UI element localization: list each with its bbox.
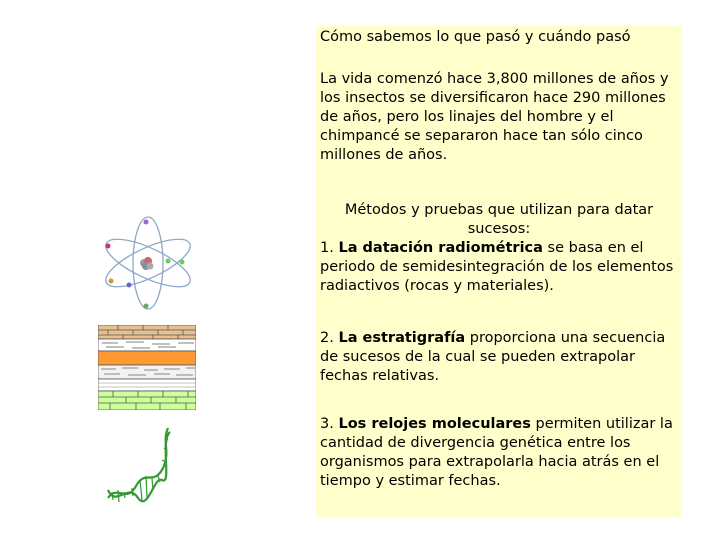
- rock-strata-icon: [98, 325, 196, 410]
- method-1-number: 1.: [320, 240, 339, 256]
- method-1-term: La datación radiométrica: [338, 240, 543, 256]
- methods-section: [320, 201, 678, 296]
- method-3-text: permiten utilizar la cantidad de divergencia genética entre los organismos para extrapolarla hacia atrás en el tiempo y estimar fechas.: [320, 416, 673, 489]
- methods-heading: Métodos y pruebas que utilizan para datar sucesos:: [344, 202, 654, 237]
- method-2: [320, 329, 678, 386]
- method-3: [320, 415, 678, 491]
- method-3-number: 3.: [320, 416, 339, 432]
- method-3-term: Los relojes moleculares: [338, 416, 531, 432]
- method-1-text: se basa en el periodo de semidesintegración de los elementos radiactivos (rocas y materiales).: [320, 240, 674, 294]
- method-2-term: La estratigrafía: [338, 330, 466, 346]
- method-2-number: 2.: [320, 330, 339, 346]
- method-2-text: proporciona una secuencia de sucesos de la cual se pueden extrapolar fechas relativas.: [320, 330, 666, 384]
- method-1: [320, 239, 678, 296]
- dna-helix-icon: [104, 420, 174, 515]
- intro-paragraph: La vida comenzó hace 3,800 millones de años y los insectos se diversificaron hace 290 millones de años, pero los linajes del hombre y el chimpancé se separaron hace tan sólo cinco millones de años.: [320, 71, 669, 163]
- slide-title: Cómo sabemos lo que pasó y cuándo pasó: [320, 29, 631, 45]
- atom-icon: [98, 213, 198, 313]
- content-textbox: [316, 26, 681, 517]
